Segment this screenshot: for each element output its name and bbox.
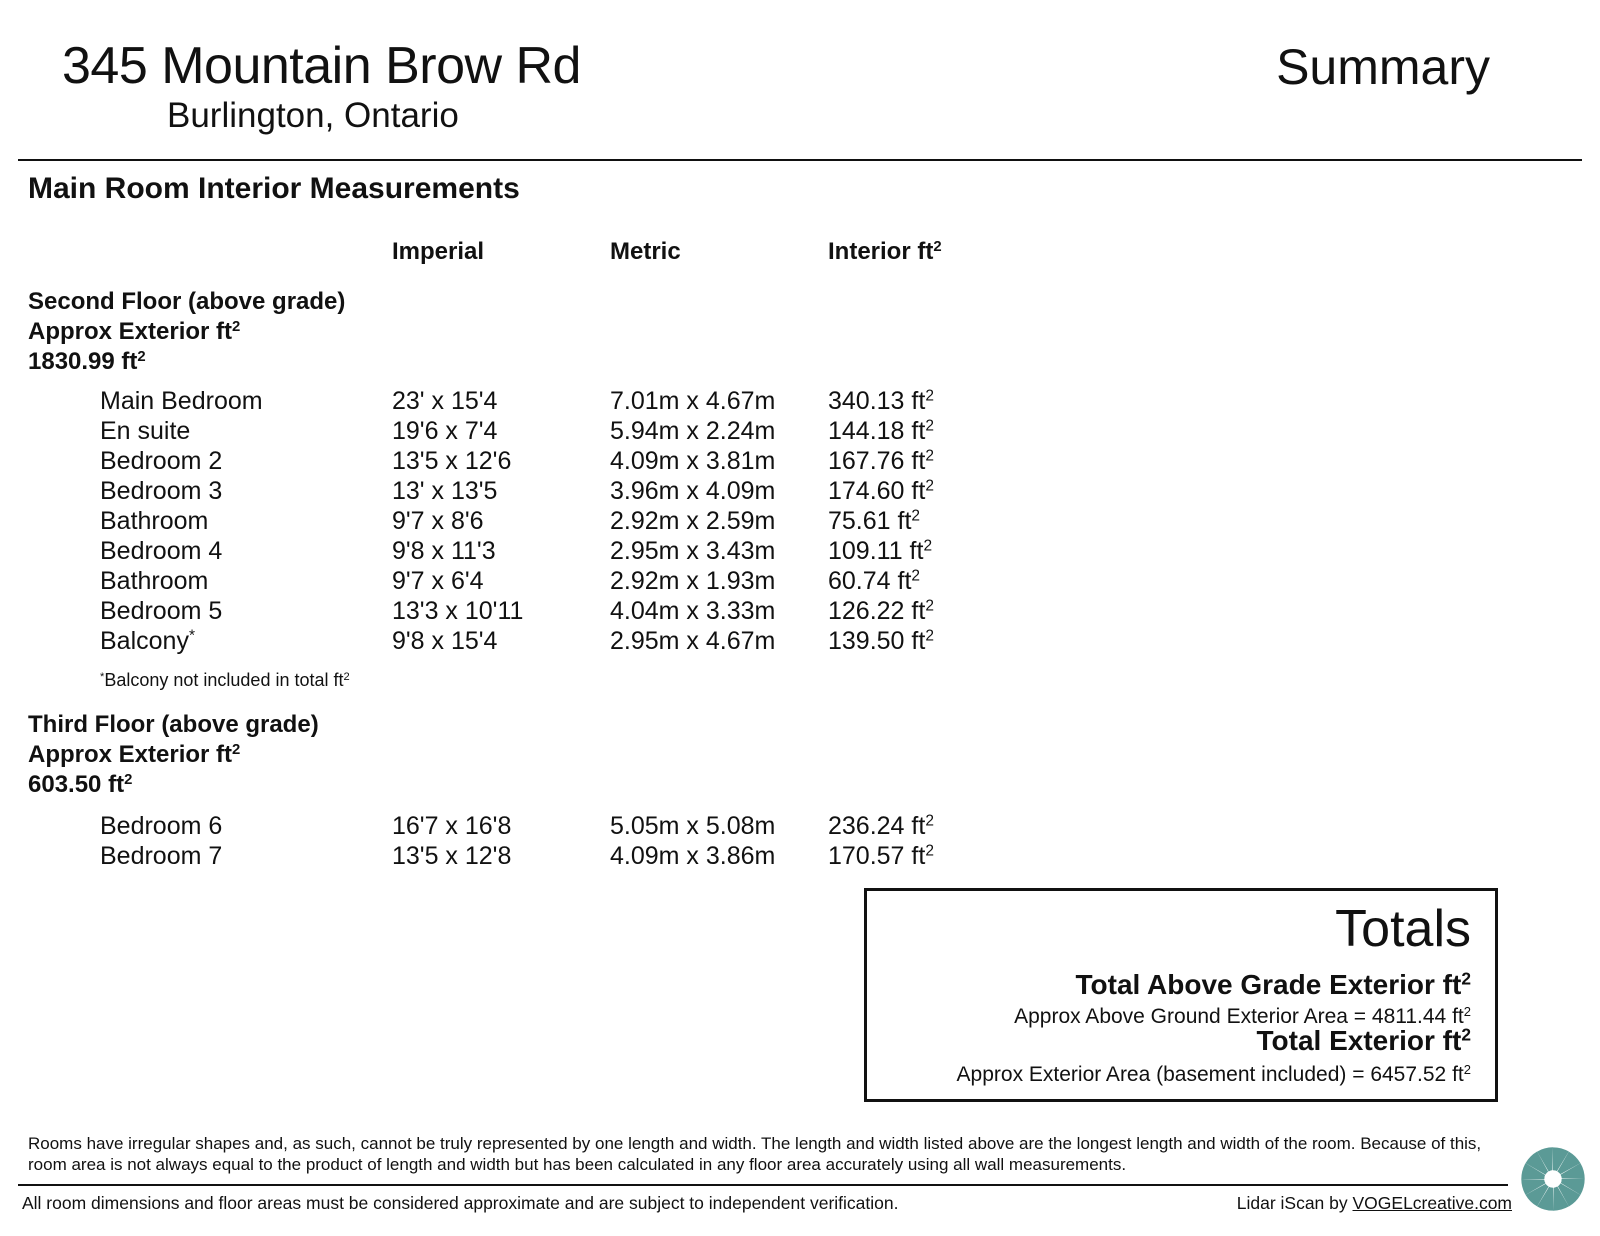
- room-name: Bedroom 6: [100, 812, 223, 840]
- room-name: Balcony*: [100, 627, 195, 655]
- room-metric: 4.04m x 3.33m: [610, 597, 776, 625]
- vogelcreative-link[interactable]: VOGELcreative.com: [1352, 1193, 1512, 1213]
- column-header-imperial: Imperial: [392, 238, 485, 265]
- room-metric: 2.92m x 1.93m: [610, 567, 776, 595]
- room-imperial: 16'7 x 16'8: [392, 812, 512, 840]
- room-imperial: 13' x 13'5: [392, 477, 498, 505]
- table-row: [0, 627, 1000, 657]
- balcony-note: *Balcony not included in total $ft^2$: [100, 670, 350, 690]
- room-area: 236.24 $ft^2$: [828, 812, 934, 840]
- room-imperial: 9'8 x 11'3: [392, 537, 496, 565]
- room-area: 109.11 $ft^2$: [828, 537, 933, 565]
- footer-credit: Lidar iScan by VOGELcreative.com: [1236, 1193, 1512, 1213]
- room-name: En suite: [100, 417, 191, 445]
- table-row: [0, 842, 1000, 872]
- room-name: Bedroom 2: [100, 447, 223, 475]
- room-metric: 3.96m x 4.09m: [610, 477, 776, 505]
- third-floor-title: Third Floor (above grade): [28, 711, 319, 738]
- totals-box: [864, 888, 1498, 1102]
- table-row: [0, 417, 1000, 447]
- room-name: Bedroom 4: [100, 537, 223, 565]
- room-metric: 4.09m x 3.86m: [610, 842, 776, 870]
- table-row: [0, 812, 1000, 842]
- column-header-metric: Metric: [610, 238, 681, 265]
- room-area: 167.76 $ft^2$: [828, 447, 934, 475]
- room-metric: 5.05m x 5.08m: [610, 812, 776, 840]
- section-title: Main Room Interior Measurements: [28, 172, 520, 205]
- room-area: 75.61 $ft^2$: [828, 507, 921, 535]
- top-divider: [18, 159, 1582, 161]
- room-metric: 2.95m x 3.43m: [610, 537, 776, 565]
- table-row: [0, 507, 1000, 537]
- room-imperial: 13'5 x 12'8: [392, 842, 512, 870]
- room-name: Bathroom: [100, 567, 209, 595]
- disclaimer-text: Rooms have irregular shapes and, as such, cannot be truly represented by one length and width. The length and width listed above are the longest length and width of the room. Because of this, room area is not always equal to the product of length and width but has been calculated in any floor area accurately using all wall measurements.: [28, 1134, 1482, 1174]
- room-metric: 2.95m x 4.67m: [610, 627, 776, 655]
- room-imperial: 13'3 x 10'11: [392, 597, 524, 625]
- room-imperial: 19'6 x 7'4: [392, 417, 498, 445]
- table-row: [0, 447, 1000, 477]
- third-floor-heading: [28, 710, 319, 800]
- room-area: 139.50 $ft^2$: [828, 627, 934, 655]
- room-area: 170.57 $ft^2$: [828, 842, 934, 870]
- room-metric: 2.92m x 2.59m: [610, 507, 776, 535]
- room-area: 60.74 $ft^2$: [828, 567, 921, 595]
- table-row: [0, 477, 1000, 507]
- second-floor-exterior-value: 1830.99 $ft^2$: [28, 348, 146, 375]
- room-imperial: 23' x 15'4: [392, 387, 498, 415]
- room-name: Bedroom 5: [100, 597, 223, 625]
- room-imperial: 9'7 x 6'4: [392, 567, 484, 595]
- totals-title: Totals: [1335, 900, 1471, 958]
- room-metric: 7.01m x 4.67m: [610, 387, 776, 415]
- second-floor-heading: [28, 287, 345, 377]
- above-grade-line: Approx Above Ground Exterior Area = 4811.44 $ft^2$: [1014, 1003, 1471, 1028]
- total-exterior-heading: Total Exterior $ft^2$: [1256, 1024, 1471, 1056]
- above-grade-heading: Total Above Grade Exterior $ft^2$: [1075, 968, 1471, 1000]
- room-area: 340.13 $ft^2$: [828, 387, 934, 415]
- room-name: Bathroom: [100, 507, 209, 535]
- bottom-divider: [18, 1184, 1508, 1186]
- room-name: Main Bedroom: [100, 387, 263, 415]
- camera-aperture-logo-icon: [1520, 1146, 1586, 1212]
- room-name: Bedroom 3: [100, 477, 223, 505]
- room-imperial: 9'7 x 8'6: [392, 507, 484, 535]
- room-area: 144.18 $ft^2$: [828, 417, 934, 445]
- room-name: Bedroom 7: [100, 842, 223, 870]
- second-floor-title: Second Floor (above grade): [28, 288, 346, 315]
- third-floor-exterior-value: 603.50 $ft^2$: [28, 771, 133, 798]
- room-area: 174.60 $ft^2$: [828, 477, 934, 505]
- table-row: [0, 387, 1000, 417]
- room-metric: 5.94m x 2.24m: [610, 417, 776, 445]
- address-line-1: 345 Mountain Brow Rd: [62, 37, 581, 95]
- footer-verification-note: All room dimensions and floor areas must be considered approximate and are subject to independent verification.: [22, 1193, 899, 1213]
- room-area: 126.22 $ft^2$: [828, 597, 934, 625]
- third-floor-exterior-label: Approx Exterior $ft^2$: [28, 741, 241, 768]
- table-row: [0, 567, 1000, 597]
- column-header-interior: Interior $ft^2$: [828, 238, 942, 265]
- address-line-2: Burlington, Ontario: [167, 96, 459, 135]
- table-row: [0, 597, 1000, 627]
- table-row: [0, 537, 1000, 567]
- second-floor-exterior-label: Approx Exterior $ft^2$: [28, 318, 241, 345]
- room-metric: 4.09m x 3.81m: [610, 447, 776, 475]
- room-imperial: 9'8 x 15'4: [392, 627, 498, 655]
- room-imperial: 13'5 x 12'6: [392, 447, 512, 475]
- total-exterior-line: Approx Exterior Area (basement included) = 6457.52 $ft^2$: [956, 1061, 1471, 1086]
- page-label: Summary: [1276, 39, 1490, 95]
